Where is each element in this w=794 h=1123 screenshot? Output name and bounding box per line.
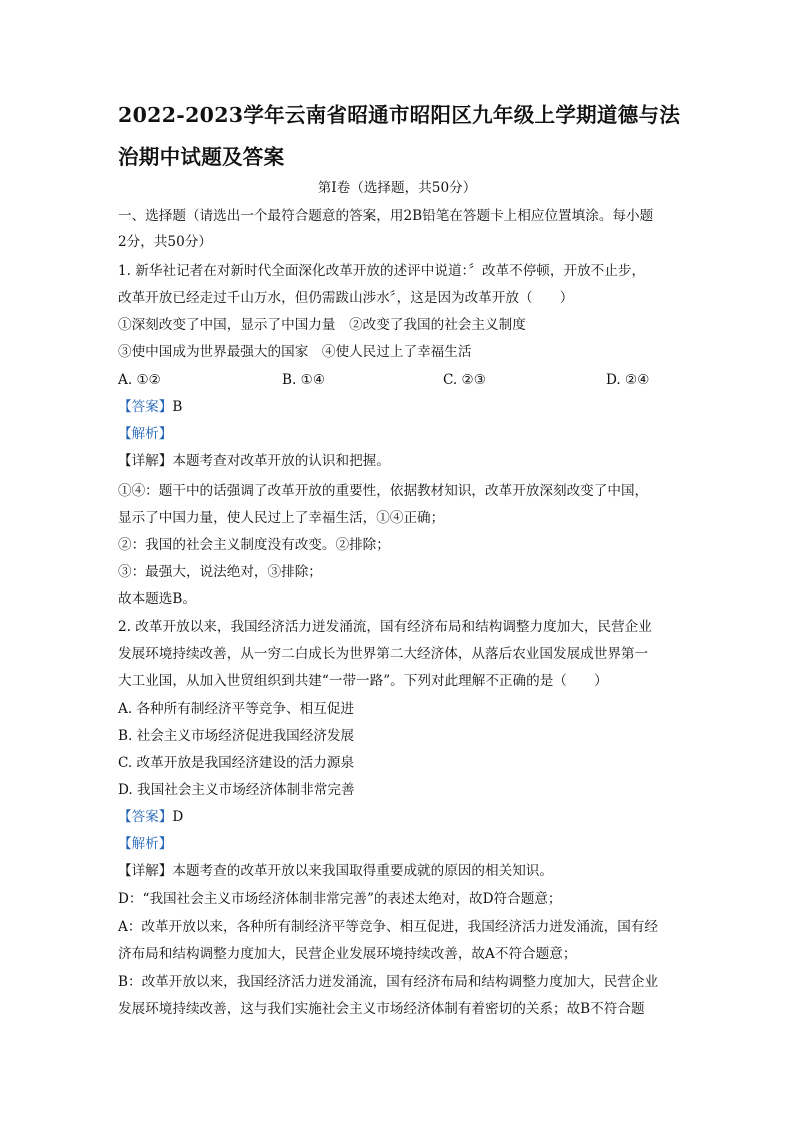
- q2-detail-line-3: 济布局和结构调整力度加大，民营企业发展环境持续改善，故A不符合题意；: [118, 946, 577, 962]
- q2-detail-intro-line: [118, 863, 553, 879]
- q2-option-d: D. 我国社会主义市场经济体制非常完善: [118, 782, 355, 798]
- q1-analysis-line: [118, 426, 172, 442]
- document-title-line-2: 治期中试题及答案: [118, 145, 285, 169]
- q2-analysis-tag: 【解析】: [118, 836, 173, 852]
- q1-detail-intro-line: [118, 453, 390, 469]
- instructions-line-2: 2分，共50分）: [118, 234, 212, 250]
- instructions-line-1: 一、选择题（请选出一个最符合题意的答案，用2B铅笔在答题卡上相应位置填涂。每小题: [118, 208, 654, 224]
- q2-detail-line-4: B：改革开放以来，我国经济活力迸发涌流，国有经济布局和结构调整力度加大，民营企业: [118, 974, 659, 990]
- q1-answer-line: [118, 399, 182, 415]
- q1-detail-tag: 【详解】: [118, 453, 173, 469]
- q1-detail-intro: 本题考查对改革开放的认识和把握。: [172, 453, 390, 469]
- q2-detail-line-2: A：改革开放以来，各种所有制经济平等竞争、相互促进，我国经济活力迸发涌流，国有经: [118, 919, 658, 935]
- section-header: 第Ⅰ卷（选择题，共50分）: [317, 180, 477, 196]
- q1-answer-value: B: [172, 399, 183, 415]
- q1-option-a: A. ①②: [118, 372, 161, 388]
- q1-detail-line-5: 故本题选B。: [118, 591, 196, 607]
- q2-detail-tag: 【详解】: [118, 863, 173, 879]
- q2-stem-line-1: 2. 改革开放以来，我国经济活力迸发涌流，国有经济布局和结构调整力度加大，民营企业: [118, 619, 652, 635]
- q1-detail-line-1: ①④：题干中的话强调了改革开放的重要性，依据教材知识，改革开放深刻改变了中国，: [118, 483, 649, 499]
- q1-stem-line-1: 1. 新华社记者在对新时代全面深化改革开放的述评中说道：〞改革不停顿，开放不止步，: [118, 263, 646, 279]
- q1-detail-line-3: ②：我国的社会主义制度没有改变。②排除；: [118, 537, 390, 553]
- q1-option-d: D. ②④: [606, 372, 650, 388]
- q2-stem-line-2: 发展环境持续改善，从一穷二白成长为世界第二大经济体，从落后农业国发展成世界第一: [118, 646, 649, 662]
- document-title-line-1: 2022-2023学年云南省昭通市昭阳区九年级上学期道德与法: [118, 103, 681, 127]
- q1-stem-line-2: 改革开放已经走过千山万水，但仍需跋山涉水〞，这是因为改革开放（ ）: [118, 290, 574, 306]
- q2-detail-line-1: D：“我国社会主义市场经济体制非常完善”的表述太绝对，故D符合题意；: [118, 891, 562, 907]
- q1-detail-line-4: ③：最强大，说法绝对，③排除；: [118, 564, 322, 580]
- q2-detail-line-5: 发展环境持续改善，这与我们实施社会主义市场经济体制有着密切的关系；故B不符合题: [118, 1001, 645, 1017]
- q1-statement-line-2: ③使中国成为世界最强大的国家 ④使人民过上了幸福生活: [118, 344, 472, 360]
- q2-analysis-line: [118, 836, 172, 852]
- q1-statement-line-1: ①深刻改变了中国，显示了中国力量 ②改变了我国的社会主义制度: [118, 317, 526, 333]
- q2-detail-intro: 本题考查的改革开放以来我国取得重要成就的原因的相关知识。: [172, 863, 553, 879]
- q1-option-c: C. ②③: [443, 372, 486, 388]
- q2-stem-line-3: 大工业国，从加入世贸组织到共建“一带一路”。下列对此理解不正确的是（ ）: [118, 673, 608, 689]
- q1-option-b: B. ①④: [282, 372, 326, 388]
- q2-answer-line: [118, 809, 183, 825]
- q1-analysis-tag: 【解析】: [118, 426, 173, 442]
- q2-option-b: B. 社会主义市场经济促进我国经济发展: [118, 728, 355, 744]
- q2-option-c: C. 改革开放是我国经济建设的活力源泉: [118, 755, 355, 771]
- q2-answer-value: D: [172, 809, 184, 825]
- q1-detail-line-2: 显示了中国力量，使人民过上了幸福生活，①④正确；: [118, 510, 445, 526]
- q2-answer-tag: 【答案】: [118, 809, 173, 825]
- q1-answer-tag: 【答案】: [118, 399, 173, 415]
- q2-option-a: A. 各种所有制经济平等竞争、相互促进: [118, 701, 354, 717]
